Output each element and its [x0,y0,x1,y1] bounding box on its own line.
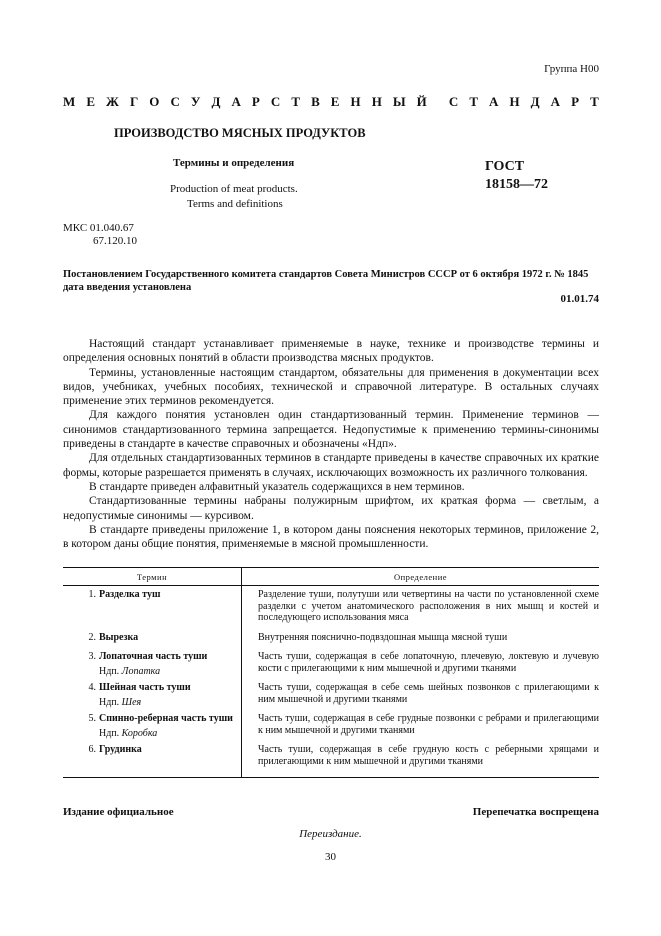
definition-cell: Внутренняя пояснично-подвздошная мышца мясной туши [258,631,508,643]
heading-letter: Т [291,94,301,109]
term-number: 6. [88,744,96,755]
term-name: Шейная часть туши [99,682,191,693]
gost-designation [485,158,548,194]
group-code: Группа Н00 [544,63,599,75]
heading-letter: М [63,94,76,109]
ndp-term: Лопатка [121,665,161,677]
paragraph: Стандартизованные термины набраны полужирным шрифтом, их краткая форма — светлым, а недопустимые синонимы — курсивом. [63,495,599,522]
term-name: Разделка туш [99,589,161,600]
heading-letter: В [311,94,320,109]
definition-cell: Часть туши, содержащая в себе лопаточную, плечевую, локтевую и лучевую кости с прилегающими к ним мышечной и другими тканями [258,651,599,674]
document-title: ПРОИЗВОДСТВО МЯСНЫХ ПРОДУКТОВ [114,126,366,140]
term-name: Лопаточная часть туши [99,651,208,662]
term-cell [63,679,242,710]
ndp-synonym [63,694,237,709]
term-cell [63,741,242,778]
page-number: 30 [325,851,336,863]
ndp-term: Коробка [121,727,158,739]
ndp-term: Шея [121,696,142,708]
heading-letter: Р [251,94,260,109]
heading-letter: С [270,94,281,109]
definition-cell: Разделение туши, полутуши или четвертины на части по установленной схеме разделки с учетом анатомического расположения в них мышц и костей и последующего использования мяса [258,589,599,623]
definition-cell: Часть туши, содержащая в себе грудную кость с реберными хрящами и прилегающими к ним мышечной и другими тканями [242,741,600,778]
reprint-prohibited-label: Перепечатка воспрещена [472,806,599,818]
heading-letter: У [190,94,201,109]
paragraph: Для каждого понятия установлен один стандартизованный термин. Применение терминов — синонимов стандартизованного термина запрещается. Недопустимые к применению термины-синонимы приведены в стандарте в качестве справочных и обозначены «Ндп». [63,409,599,451]
heading-letter: Д [211,94,221,109]
table-row [63,741,599,778]
heading-letter: Н [509,94,520,109]
term-cell [63,710,242,741]
document-subtitle: Термины и определения [173,157,295,169]
english-title-line1: Production of meat products. [170,183,298,195]
heading-letter: О [149,94,160,109]
heading-letter: А [231,94,241,109]
ndp-prefix: Ндп. [99,665,120,677]
mks-line1: МКС 01.040.67 [63,222,134,234]
term-cell [63,586,242,629]
ndp-prefix: Ндп. [99,696,120,708]
term-number: 3. [88,651,96,662]
heading-letter: Т [590,94,599,109]
term-cell [63,629,242,649]
interstate-standard-heading [63,94,599,110]
introduction-text [63,337,599,551]
mks-codes [63,222,137,248]
official-edition-label: Издание официальное [63,806,174,818]
heading-letter: А [550,94,561,109]
english-title-line2: Terms and definitions [187,198,283,210]
heading-letter: Р [571,94,580,109]
heading-letter: С [170,94,180,109]
heading-letter: Е [86,94,95,109]
table-header-row [63,568,599,586]
table-row [63,629,599,649]
term-name: Вырезка [99,631,139,643]
term-name: Грудинка [99,744,142,755]
gost-number: 18158—72 [485,177,548,192]
term-number: 1. [88,589,96,600]
column-header-definition: Определение [242,568,600,586]
column-header-term: Термин [63,568,242,586]
heading-letter: А [489,94,499,109]
paragraph: Термины, установленные настоящим стандартом, обязательны для применения в документации всех видов, учебниках, учебных пособиях, технической и справочной литературе. В остальных случаях применение этих терминов рекомендуется. [63,366,599,408]
term-number: 4. [88,682,96,693]
table-row [63,648,599,679]
mks-line2: 67.120.10 [93,235,137,247]
table-row [63,679,599,710]
heading-letter: Й [416,94,427,109]
decree-text: Постановлением Государственного комитета стандартов Совета Министров СССР от 6 октября 1972 г. № 1845 дата введения установлена [63,269,589,293]
heading-letter: Т [469,94,478,109]
gost-label: ГОСТ [485,159,525,174]
ndp-synonym [63,663,237,678]
table-row [63,586,599,629]
definition-cell: Часть туши, содержащая в себе семь шейных позвонков с прилегающими к ним мышечной и другими тканями [258,682,599,705]
heading-letter: Ы [392,94,406,109]
heading-letter: Г [129,94,139,109]
term-number: 5. [88,713,96,724]
reissue-note: Переиздание. [299,828,362,840]
heading-letter: Н [371,94,382,109]
term-number: 2. [88,631,96,643]
paragraph: Для отдельных стандартизованных терминов в стандарте приведены в качестве справочных их краткие формы, которые разрешается применять в случаях, исключающих возможность их различного толкования. [63,452,599,479]
heading-letter: Д [530,94,540,109]
ndp-synonym [63,725,237,740]
paragraph: В стандарте приведены приложение 1, в котором даны пояснения некоторых терминов, приложение 2, в котором даны общие понятия, применяемые в мясной промышленности. [63,523,599,551]
effective-date: 01.01.74 [560,293,599,305]
table-row [63,710,599,741]
paragraph: Настоящий стандарт устанавливает применяемые в науке, технике и производстве термины и определения основных понятий в области производства мясных продуктов. [63,338,599,365]
definition-cell: Часть туши, содержащая в себе грудные позвонки с ребрами и прилегающими к ним мышечной и другими тканями [258,713,599,736]
term-cell [63,648,242,679]
heading-letter: Е [330,94,340,109]
heading-letter: Ж [106,94,119,109]
term-name: Спинно-реберная часть туши [99,713,233,724]
paragraph: В стандарте приведен алфавитный указатель содержащихся в нем терминов. [89,480,465,493]
ndp-prefix: Ндп. [99,727,120,739]
heading-letter: Н [350,94,361,109]
heading-letter: С [448,94,459,109]
terms-table [63,567,599,778]
